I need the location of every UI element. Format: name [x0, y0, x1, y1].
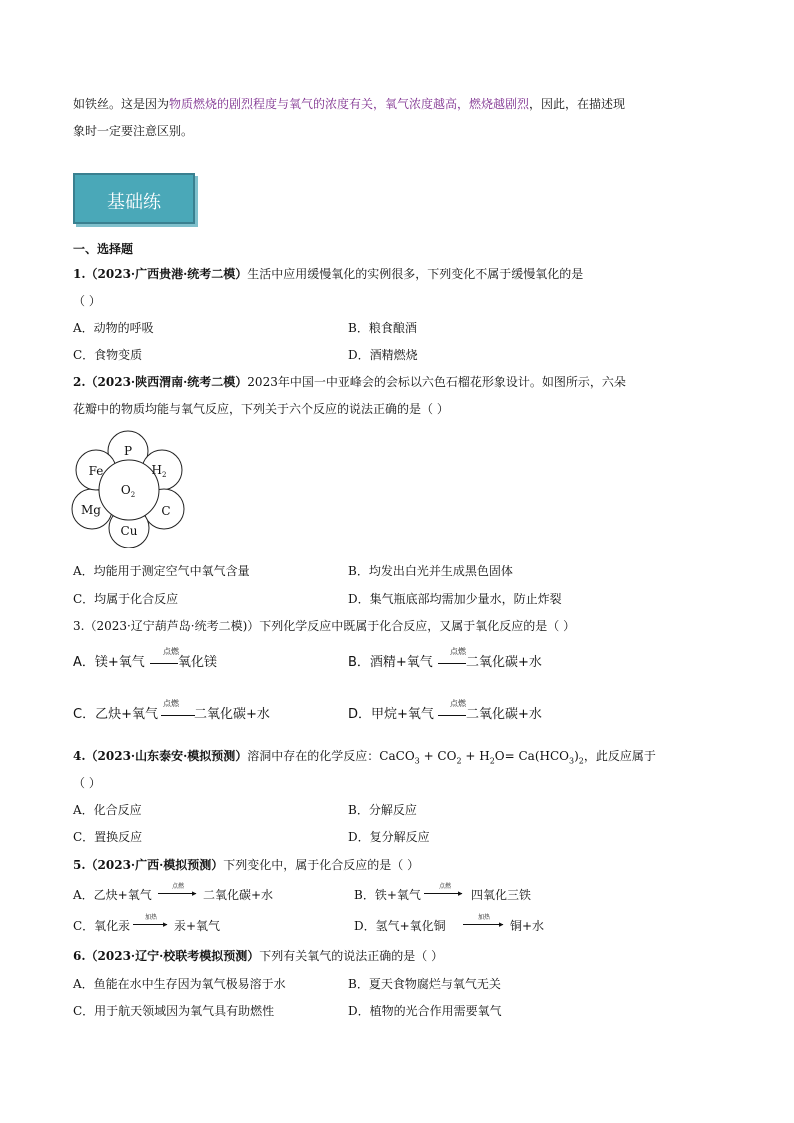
- q3-option-c-right: 二氧化碳+水: [194, 707, 270, 722]
- q5-option-b-left[interactable]: B．铁+氧气: [354, 888, 421, 902]
- q5-option-c-left[interactable]: C．氧化汞: [73, 919, 131, 933]
- q4-option-b[interactable]: B．分解反应: [348, 803, 417, 817]
- q5-b-condition: 点燃: [439, 883, 452, 890]
- q3-option-b-right: 二氧化碳+水: [466, 655, 542, 670]
- q3-b-condition: 点燃: [450, 647, 466, 656]
- q5-b-arrow: [424, 893, 462, 894]
- q3-option-c-left[interactable]: C．乙炔+氧气: [73, 707, 158, 722]
- q4-option-d[interactable]: D．复分解反应: [348, 830, 430, 844]
- section-banner: [73, 173, 195, 224]
- q2-source: （2023·陕西渭南·统考二模）: [85, 375, 248, 389]
- q3-d-equals-line: [438, 715, 466, 716]
- label-h: $H_2$: [151, 463, 167, 479]
- q5-a-condition: 点燃: [172, 883, 185, 890]
- q4-number: 4.: [73, 749, 86, 763]
- q6-option-a[interactable]: A．鱼能在水中生存因为氧气极易溶于水: [73, 977, 286, 991]
- flower-diagram: [70, 428, 190, 548]
- q6-option-c[interactable]: C．用于航天领域因为氧气具有助燃性: [73, 1004, 275, 1018]
- q1-blank: （ ）: [73, 294, 101, 308]
- question-6-stem: [73, 948, 443, 964]
- q2-stem-line-2: 花瓣中的物质均能与氧气反应，下列关于六个反应的说法正确的是（ ）: [73, 402, 449, 416]
- q5-c-arrow: [133, 924, 167, 925]
- banner-title: 基础练: [107, 192, 161, 213]
- q1-number: 1.: [73, 267, 86, 281]
- q5-option-b-right: 四氧化三铁: [471, 888, 532, 902]
- q5-text: 下列变化中，属于化合反应的是（ ）: [223, 858, 420, 872]
- q1-text: 生活中应用缓慢氧化的实例很多，下列变化不属于缓慢氧化的是: [247, 267, 584, 281]
- question-2-stem: [73, 374, 626, 390]
- q3-b-equals-line: [438, 663, 466, 664]
- q5-option-a-right: 二氧化碳+水: [203, 888, 274, 902]
- q3-option-a-left[interactable]: A．镁+氧气: [73, 655, 145, 670]
- q3-d-condition: 点燃: [450, 699, 466, 708]
- intro-line-1: [73, 96, 625, 112]
- q2-text: 2023年中国一中亚峰会的会标以六色石榴花形象设计。如图所示，六朵: [247, 375, 626, 389]
- q3-c-condition: 点燃: [163, 699, 179, 708]
- q5-option-d-left[interactable]: D．氢气+氧化铜: [354, 919, 446, 933]
- q5-source: （2023·广西·模拟预测）: [85, 858, 224, 872]
- q5-option-c-right: 汞+氧气: [174, 919, 221, 933]
- q3-option-a-right: 氧化镁: [178, 655, 218, 670]
- q3-a-equals-line: [150, 663, 178, 664]
- q5-d-condition: 加热: [478, 914, 491, 921]
- q3-c-equals-line: [161, 715, 195, 716]
- q2-option-a[interactable]: A．均能用于测定空气中氧气含量: [73, 564, 250, 578]
- q1-option-d[interactable]: D．酒精燃烧: [348, 348, 418, 362]
- question-1-stem: [73, 266, 583, 282]
- label-p: P: [123, 444, 133, 458]
- q1-option-a[interactable]: A．动物的呼吸: [73, 321, 154, 335]
- label-mg: Mg: [81, 503, 101, 517]
- intro-text-c: ，因此，在描述现: [529, 97, 626, 111]
- q6-source: （2023·辽宁·校联考模拟预测）: [85, 949, 260, 963]
- label-o2: $O_2$: [120, 483, 136, 499]
- q1-source: （2023·广西贵港·统考二模）: [85, 267, 248, 281]
- q3-a-condition: 点燃: [163, 647, 179, 656]
- q4-option-c[interactable]: C．置换反应: [73, 830, 143, 844]
- label-c: C: [161, 504, 171, 518]
- q3-option-d-right: 二氧化碳+水: [466, 707, 542, 722]
- label-fe: Fe: [88, 464, 104, 478]
- q3-option-b-left[interactable]: B．酒精+氧气: [348, 655, 433, 670]
- q5-option-a-left[interactable]: A．乙炔+氧气: [73, 888, 152, 902]
- q2-option-d[interactable]: D．集气瓶底部均需加少量水，防止炸裂: [348, 592, 562, 606]
- q5-d-arrow-head: ▸: [499, 920, 504, 930]
- intro-text-a: 如铁丝。这是因为: [73, 97, 170, 111]
- q5-d-arrow: [463, 924, 503, 925]
- q6-option-b[interactable]: B．夏天食物腐烂与氧气无关: [348, 977, 501, 991]
- q2-number: 2.: [73, 375, 86, 389]
- question-3-stem: 3.（2023·辽宁葫芦岛·统考二模)）下列化学反应中既属于化合反应，又属于氧化反应的是（ ）: [73, 619, 576, 633]
- label-cu: Cu: [120, 524, 138, 538]
- q1-option-b[interactable]: B．粮食酿酒: [348, 321, 417, 335]
- question-4-stem: 4.（2023·山东泰安·模拟预测）溶洞中存在的化学反应：CaCO$_3$ + $CO_2 + H_2O= Ca(HCO_3)_2$，此反应属于: [73, 749, 656, 766]
- q5-number: 5.: [73, 858, 86, 872]
- q4-source: （2023·山东泰安·模拟预测）: [85, 749, 248, 763]
- q2-option-b[interactable]: B．均发出白光并生成黑色固体: [348, 564, 513, 578]
- q3-option-d-left[interactable]: D．甲烷+氧气: [348, 707, 434, 722]
- q5-c-condition: 加热: [145, 914, 158, 921]
- q4-option-a[interactable]: A．化合反应: [73, 803, 142, 817]
- q4-text-a: 溶洞中存在的化学反应：CaCO: [247, 749, 415, 763]
- intro-highlight: 物质燃烧的剧烈程度与氧气的浓度有关，氧气浓度越高，燃烧越剧烈: [169, 97, 530, 111]
- q5-a-arrow: [158, 893, 196, 894]
- q6-number: 6.: [73, 949, 86, 963]
- q5-b-arrow-head: ▸: [458, 889, 463, 899]
- question-5-stem: [73, 857, 419, 873]
- q5-c-arrow-head: ▸: [163, 920, 168, 930]
- section-heading: 一、选择题: [73, 242, 134, 256]
- q2-option-c[interactable]: C．均属于化合反应: [73, 592, 179, 606]
- q6-text: 下列有关氧气的说法正确的是（ ）: [259, 949, 444, 963]
- intro-line-2: 象时一定要注意区别。: [73, 124, 194, 138]
- q5-a-arrow-head: ▸: [192, 889, 197, 899]
- q1-option-c[interactable]: C．食物变质: [73, 348, 143, 362]
- q4-blank: （ ）: [73, 776, 101, 790]
- q6-option-d[interactable]: D．植物的光合作用需要氧气: [348, 1004, 502, 1018]
- q5-option-d-right: 铜+水: [510, 919, 545, 933]
